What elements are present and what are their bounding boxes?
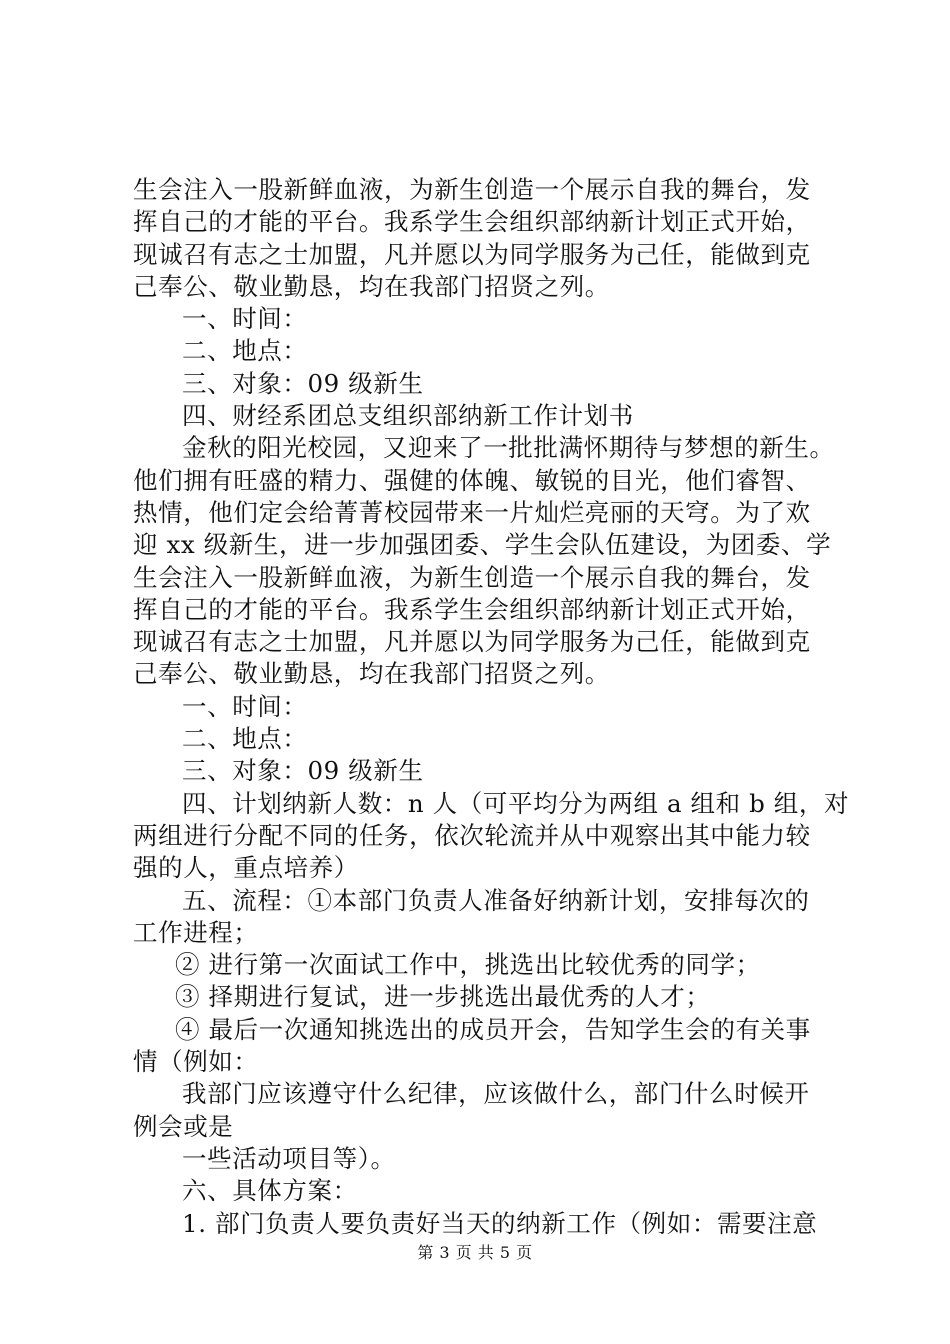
text-line: 生会注入一股新鲜血液，为新生创造一个展示自我的舞台，发 (133, 175, 811, 204)
text-line: ③ 择期进行复试，进一步挑选出最优秀的人才； (175, 982, 711, 1012)
text-line: 现诚召有志之士加盟，凡并愿以为同学服务为己任，能做到克 (133, 627, 811, 657)
text-line: 例会或是 (133, 1111, 234, 1141)
text-line: 二、地点： (182, 724, 308, 754)
text-line: ② 进行第一次面试工作中，挑选出比较优秀的同学； (175, 950, 761, 980)
text-line: ④ 最后一次通知挑选出的成员开会，告知学生会的有关事 (175, 1014, 811, 1044)
text-line: 一、时间： (182, 691, 308, 721)
text-line: 一些活动项目等）。 (182, 1143, 396, 1173)
text-line: 热情，他们定会给菁菁校园带来一片灿烂亮丽的天穹。为了欢 (133, 497, 811, 527)
text-line: 一、时间： (182, 304, 308, 334)
text-line: 强的人，重点培养） (133, 853, 359, 883)
text-line: 现诚召有志之士加盟，凡并愿以为同学服务为己任，能做到克 (133, 239, 811, 269)
section-heading: 四、财经系团总支组织部纳新工作计划书 (182, 401, 634, 431)
text-line: 迎 xx 级新生，进一步加强团委、学生会队伍建设，为团委、学 (133, 530, 832, 560)
text-line: 工作进程； (133, 917, 259, 947)
text-line: 我部门应该遵守什么纪律，应该做什么，部门什么时候开 (182, 1079, 810, 1109)
text-line: 三、对象：09 级新生 (182, 756, 424, 786)
text-line: 挥自己的才能的平台。我系学生会组织部纳新计划正式开始， (133, 207, 811, 237)
text-line: 四、计划纳新人数：n 人（可平均分为两组 a 组和 b 组，对 (182, 788, 850, 818)
text-line: 二、地点： (182, 336, 308, 366)
text-line: 两组进行分配不同的任务，依次轮流并从中观察出其中能力较 (133, 820, 811, 850)
text-line: 六、具体方案： (182, 1176, 358, 1206)
text-line: 生会注入一股新鲜血液，为新生创造一个展示自我的舞台，发 (133, 562, 811, 592)
text-line: 情（例如： (133, 1047, 259, 1077)
document-body (133, 174, 853, 1240)
text-line: 1. 部门负责人要负责好当天的纳新工作（例如：需要注意 (182, 1208, 818, 1238)
text-line: 金秋的阳光校园，又迎来了一批批满怀期待与梦想的新生。 (182, 433, 835, 463)
text-line: 三、对象：09 级新生 (182, 368, 424, 398)
text-line: 他们拥有旺盛的精力、强健的体魄、敏锐的目光，他们睿智、 (133, 465, 811, 495)
page-number-footer: 第 3 页 共 5 页 (417, 1243, 533, 1262)
text-line: 挥自己的才能的平台。我系学生会组织部纳新计划正式开始， (133, 594, 811, 624)
text-line: 五、流程：①本部门负责人准备好纳新计划，安排每次的 (182, 885, 810, 915)
text-line: 己奉公、敬业勤恳，均在我部门招贤之列。 (133, 659, 610, 689)
text-line: 己奉公、敬业勤恳，均在我部门招贤之列。 (133, 271, 610, 301)
